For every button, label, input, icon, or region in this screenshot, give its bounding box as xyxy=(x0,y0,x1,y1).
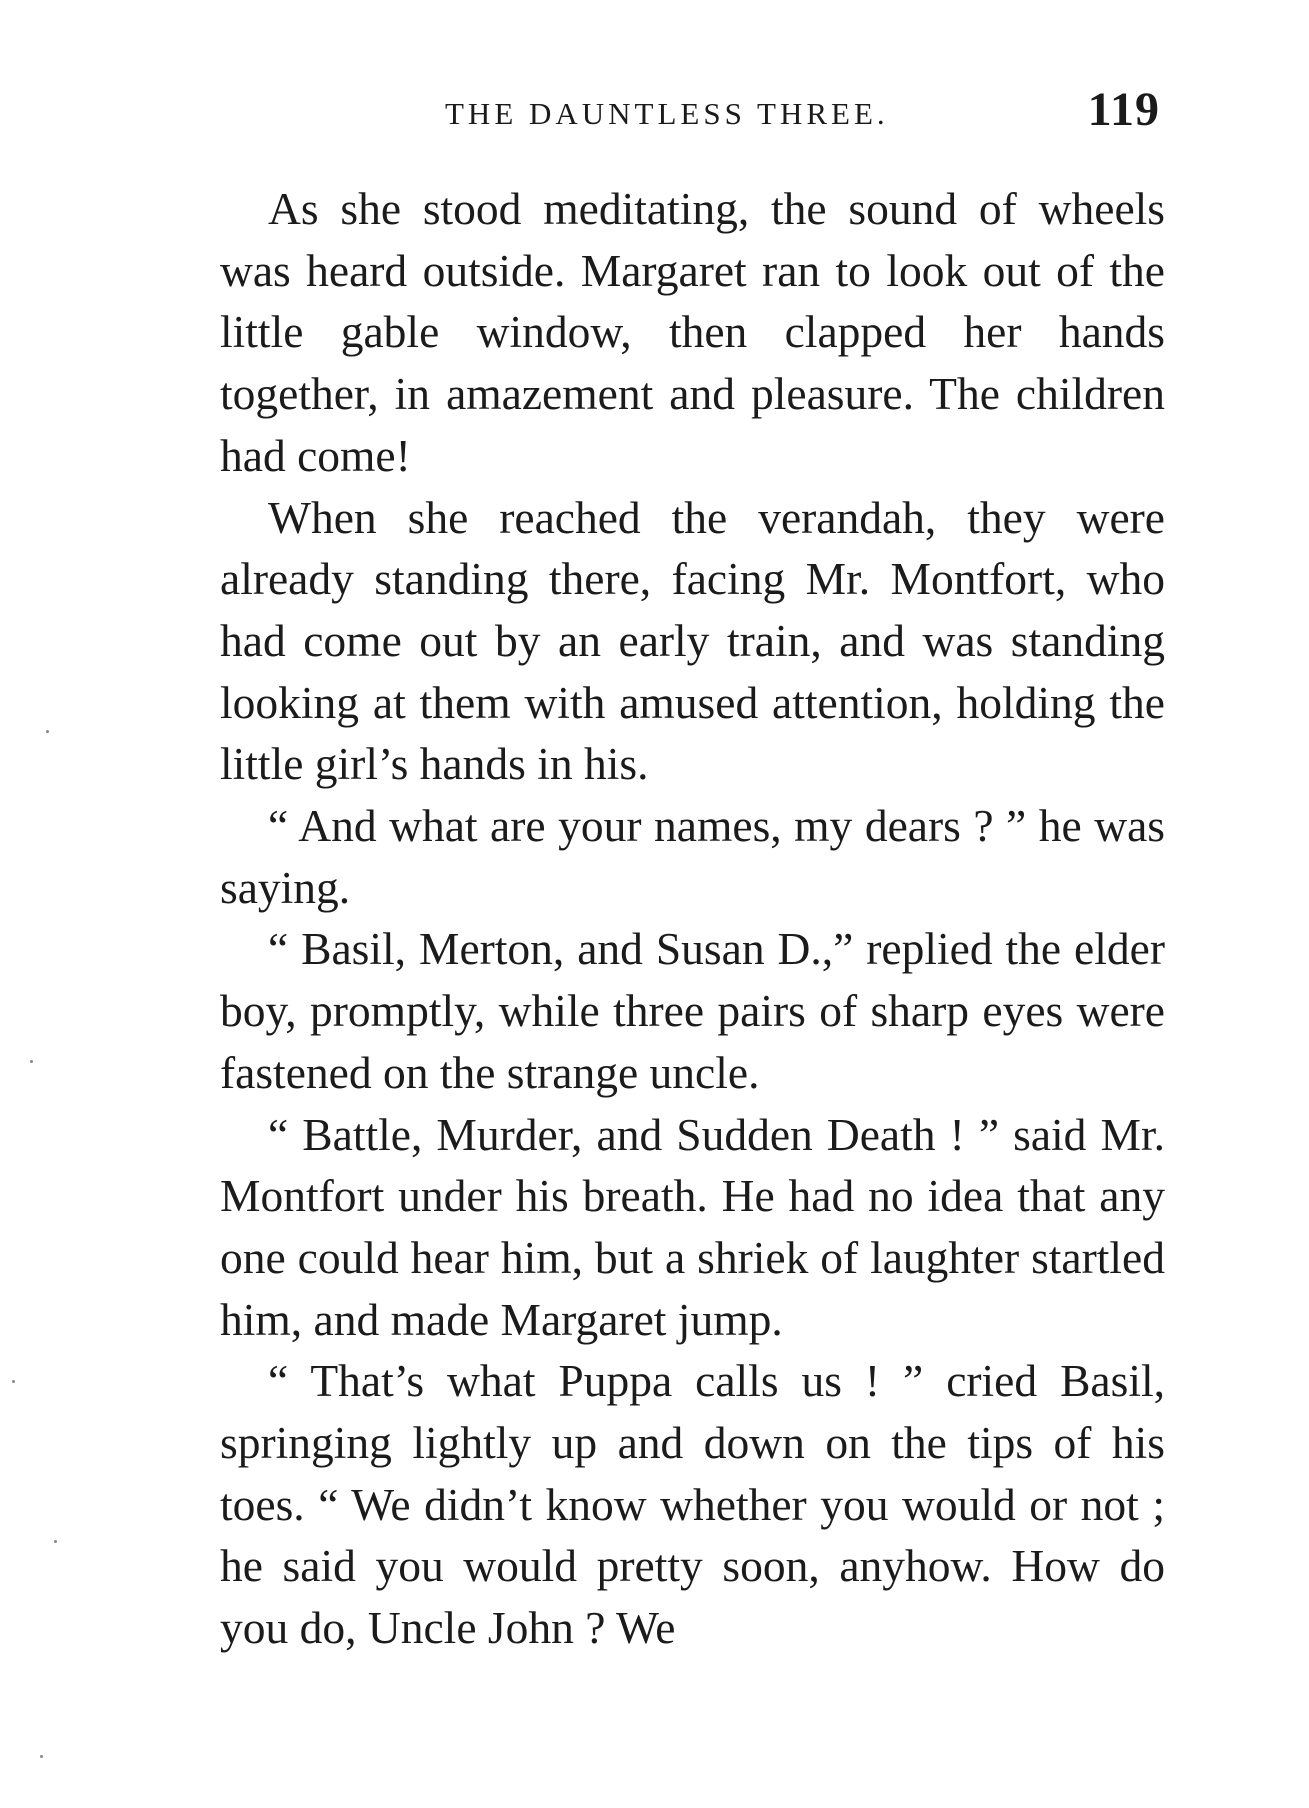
body-text xyxy=(220,178,1165,1659)
paragraph: “ Battle, Murder, and Sudden Death ! ” said Mr. Montfort under his breath. He had no idea that any one could hear him, but a shriek of laughter startled him, and made Margaret jump. xyxy=(220,1108,1165,1345)
paper-speck xyxy=(46,730,49,733)
page-header xyxy=(220,82,1160,142)
paper-speck xyxy=(40,1755,43,1758)
paragraph: “ That’s what Puppa calls us ! ” cried Basil, springing lightly up and down on the tips of his toes. “ We didn’t know whether you would or not ; he said you would pretty soon, anyhow. How do you do, Uncle John ? We xyxy=(220,1355,1165,1654)
paper-speck xyxy=(30,1060,33,1063)
running-title: THE DAUNTLESS THREE. xyxy=(445,96,889,131)
paragraph: “ Basil, Merton, and Susan D.,” replied the elder boy, promptly, while three pairs of sharp eyes were fastened on the strange uncle. xyxy=(220,923,1165,1098)
paragraph: “ And what are your names, my dears ? ” he was saying. xyxy=(220,800,1165,913)
paper-speck xyxy=(12,1380,15,1383)
paper-speck xyxy=(54,1540,57,1543)
paragraph: As she stood meditating, the sound of wheels was heard outside. Margaret ran to look out of the little gable window, then clapped her hands together, in amazement and pleasure. The children had come! xyxy=(220,183,1165,481)
paragraph: When she reached the verandah, they were already standing there, facing Mr. Montfort, who had come out by an early train, and was standing looking at them with amused attention, holding the little girl’s hands in his. xyxy=(220,491,1165,790)
page-number: 119 xyxy=(1087,83,1160,136)
